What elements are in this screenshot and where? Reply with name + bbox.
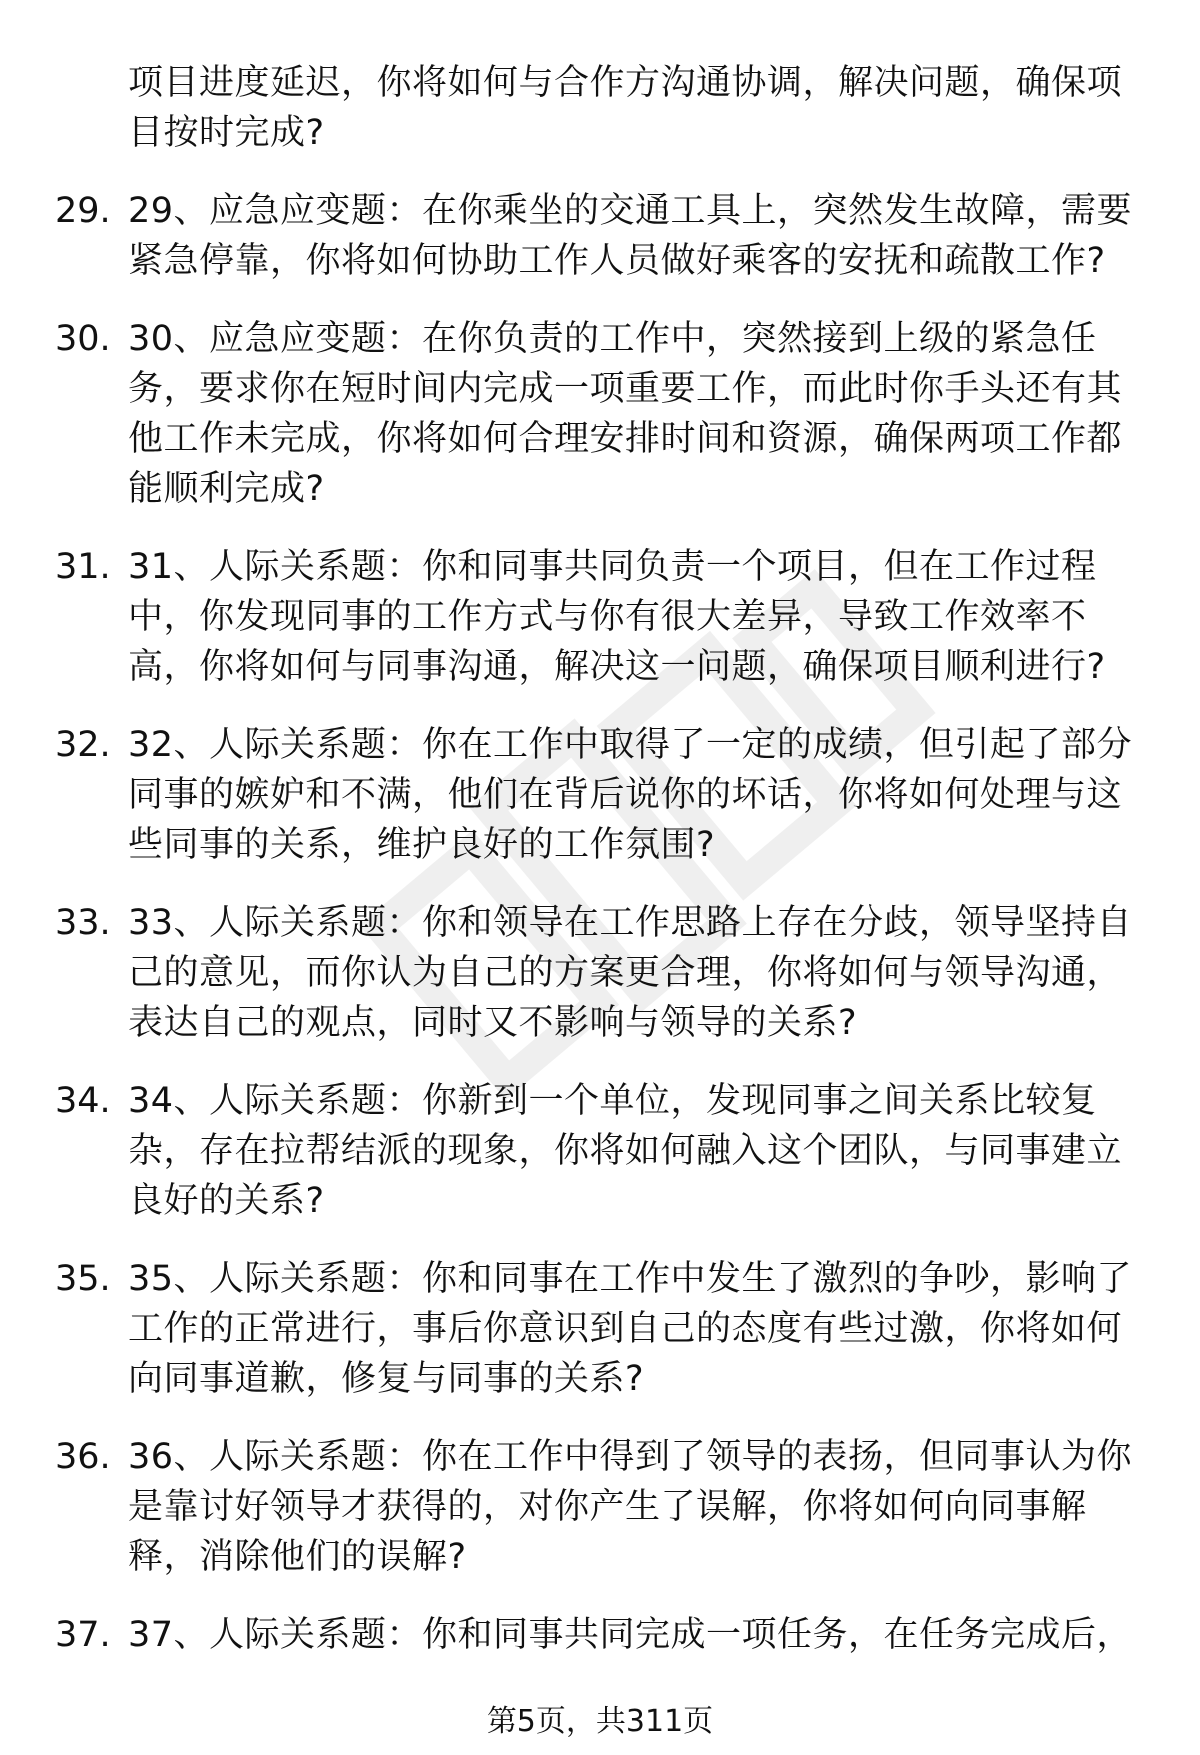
item-text: 37、人际关系题：你和同事共同完成一项任务，在任务完成后，	[128, 1615, 1133, 1655]
item-number: 33.	[55, 903, 111, 943]
question-list	[55, 58, 1155, 1660]
list-item	[55, 186, 1155, 286]
list-item	[55, 1610, 1155, 1660]
page-footer: 第5页，共311页	[486, 1704, 714, 1739]
list-item	[55, 314, 1155, 514]
item-text: 33、人际关系题：你和领导在工作思路上存在分歧，领导坚持自己的意见，而你认为自己的方案更合理，你将如何与领导沟通，表达自己的观点，同时又不影响与领导的关系?	[128, 903, 1133, 1043]
list-item	[55, 1432, 1155, 1582]
item-text: 34、人际关系题：你新到一个单位，发现同事之间关系比较复杂，存在拉帮结派的现象，你将如何融入这个团队，与同事建立良好的关系?	[128, 1081, 1123, 1221]
item-number: 36.	[55, 1437, 111, 1477]
item-text: 32、人际关系题：你在工作中取得了一定的成绩，但引起了部分同事的嫉妒和不满，他们在背后说你的坏话，你将如何处理与这些同事的关系，维护良好的工作氛围?	[128, 725, 1133, 865]
item-number: 35.	[55, 1259, 111, 1299]
list-item	[55, 720, 1155, 870]
item-number: 31.	[55, 547, 111, 587]
list-item	[55, 1076, 1155, 1226]
item-number: 37.	[55, 1615, 111, 1655]
list-item	[55, 898, 1155, 1048]
continued-question-text: 项目进度延迟，你将如何与合作方沟通协调，解决问题，确保项目按时完成?	[128, 63, 1123, 153]
list-item	[55, 1254, 1155, 1404]
item-text: 29、应急应变题：在你乘坐的交通工具上，突然发生故障，需要紧急停靠，你将如何协助工作人员做好乘客的安抚和疏散工作?	[128, 191, 1133, 281]
item-number: 29.	[55, 191, 111, 231]
item-number: 34.	[55, 1081, 111, 1121]
item-number: 30.	[55, 319, 111, 359]
item-text: 35、人际关系题：你和同事在工作中发生了激烈的争吵，影响了工作的正常进行，事后你意识到自己的态度有些过激，你将如何向同事道歉，修复与同事的关系?	[128, 1259, 1133, 1399]
list-item	[55, 542, 1155, 692]
item-text: 30、应急应变题：在你负责的工作中，突然接到上级的紧急任务，要求你在短时间内完成一项重要工作，而此时你手头还有其他工作未完成，你将如何合理安排时间和资源，确保两项工作都能顺利完成?	[128, 319, 1123, 509]
item-text: 36、人际关系题：你在工作中得到了领导的表扬，但同事认为你是靠讨好领导才获得的，对你产生了误解，你将如何向同事解释，消除他们的误解?	[128, 1437, 1133, 1577]
item-number: 32.	[55, 725, 111, 765]
item-text: 31、人际关系题：你和同事共同负责一个项目，但在工作过程中，你发现同事的工作方式与你有很大差异，导致工作效率不高，你将如何与同事沟通，解决这一问题，确保项目顺利进行?	[128, 547, 1106, 687]
